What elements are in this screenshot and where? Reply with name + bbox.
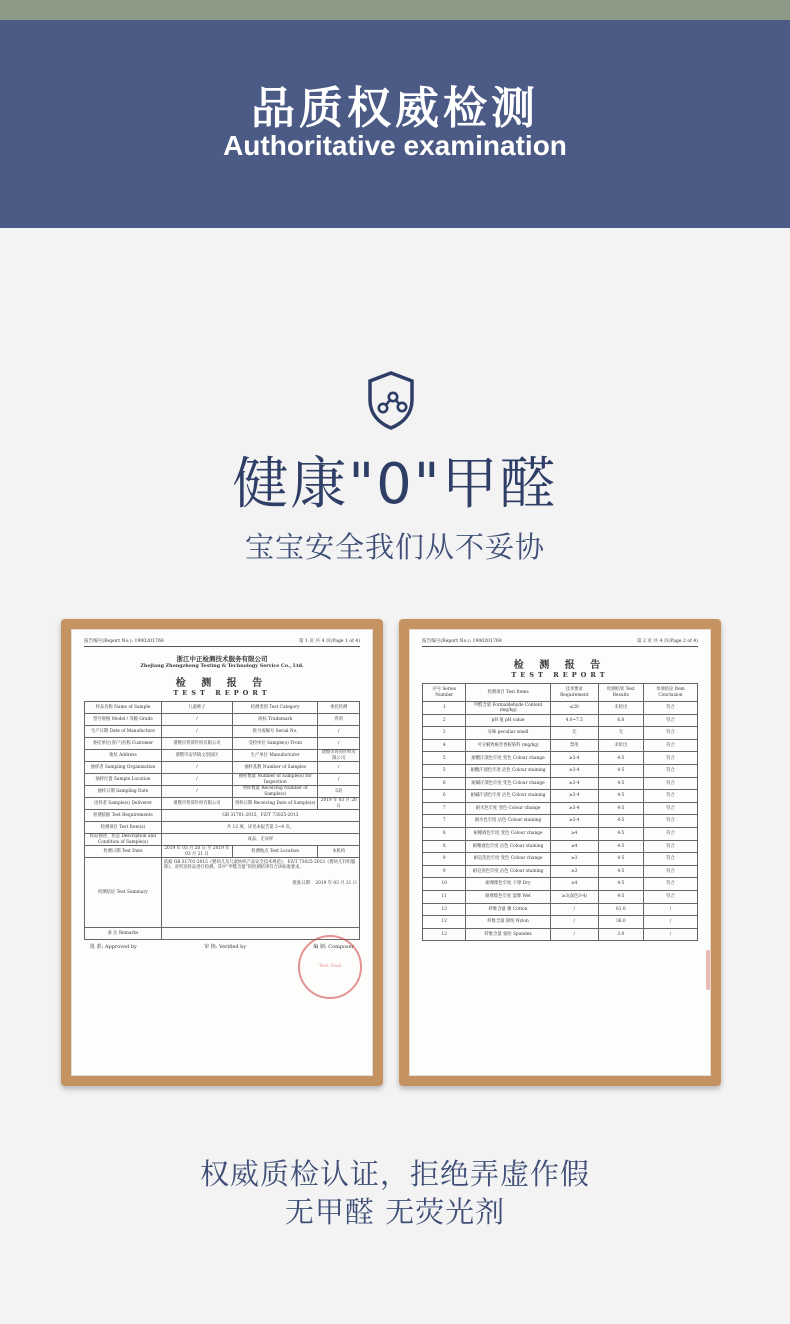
table-cell: 10 (423, 878, 466, 891)
table-header-cell: 单项结论 Item Conclusion (643, 684, 697, 702)
table-cell: 未检出 (598, 702, 643, 715)
table-cell: 抽样者 Sampling Organization (85, 762, 162, 774)
table-cell: 儿童裤子 (161, 702, 232, 714)
table-cell: 符合 (643, 752, 697, 765)
table-row (423, 702, 698, 715)
table-cell: 符合 (643, 764, 697, 777)
page-number: 第 2 页 共 4 页(Page 2 of 4) (636, 639, 698, 644)
table-cell: / (161, 714, 232, 726)
table-cell: 2019 年 03 月 20 日 至 2019 年 03 月 21 日 (161, 846, 232, 858)
table-cell: 地址 Address (85, 750, 162, 762)
table-row (423, 739, 698, 752)
table-row (85, 774, 360, 786)
table-cell: 1 (423, 702, 466, 715)
table-row (423, 890, 698, 903)
seal-edge-mark (706, 950, 711, 990)
table-cell: 禁用 (550, 739, 598, 752)
table-cell: 成品、无异样 (161, 834, 359, 846)
table-row (85, 750, 360, 762)
table-row (423, 827, 698, 840)
table-cell: 4-5 (598, 853, 643, 866)
table-cell: 符合 (643, 727, 697, 740)
table-row (423, 790, 698, 803)
table-cell: 样品描述、状态 Description and Condition of Sample(s) (85, 834, 162, 846)
table-cell: ≥3-4 (550, 764, 598, 777)
table-cell: 8 (423, 827, 466, 840)
table-cell: 检测日期 Test Date (85, 846, 162, 858)
table-row (85, 798, 360, 810)
table-cell: 4-5 (598, 827, 643, 840)
footer-line-2: 无甲醛 无荧光剂 (284, 1195, 506, 1229)
table-cell: 检测项目 Test Item(s) (85, 822, 162, 834)
approved-by: 批 准: Approved by (90, 944, 137, 950)
table-cell: 6 (423, 777, 466, 790)
table-cell: ≥3 (550, 853, 598, 866)
table-cell: 可分解致癌芳香胺染料 (mg/kg) (466, 739, 550, 752)
table-cell: 2 (423, 714, 466, 727)
table-cell: 61.0 (598, 903, 643, 916)
report-number: 报告编号(Report No.): 1900201768 (84, 639, 164, 644)
table-cell: 耐酸汗渍色牢度 沾色 Colour staining (466, 764, 550, 777)
table-cell: 符合 (643, 802, 697, 815)
table-cell: ≥3-4 (550, 802, 598, 815)
table-cell: 共 12 项，详见本报告第 2~4 页。 (161, 822, 359, 834)
table-cell: 7 (423, 802, 466, 815)
table-row (85, 858, 360, 928)
table-cell: 7 (423, 815, 466, 828)
issue-date: 批准日期： 2019 年 03 月 21 日 (292, 881, 357, 887)
table-row (423, 928, 698, 941)
table-cell: ≥4 (550, 827, 598, 840)
table-cell: 耐皂洗色牢度 沾色 Colour staining (466, 865, 550, 878)
table-cell: 符合 (643, 865, 697, 878)
table-cell: 委托检测 (318, 702, 360, 714)
table-cell: 耐水色牢度 变色 Colour change (466, 802, 550, 815)
table-header-cell: 检测结果 Test Results (598, 684, 643, 702)
summary-text: 依据 GB 31701-2015《婴幼儿及儿童纺织产品安全技术规范》、FZ/T 73025-2013《婴幼儿针织服饰》，对所送样品进行检测。其中“甲醛含量”的检测结果符合该标准要求。 (163, 860, 356, 871)
table-cell: 符合 (643, 790, 697, 803)
table-row (423, 878, 698, 891)
table-cell: 生产单位 Manufacturer (232, 750, 317, 762)
table-cell: 抽样日期 Sampling Date (85, 786, 162, 798)
table-cell: 符合 (643, 815, 697, 828)
company-name-en: Zhejiang Zhongzheng Testing & Technology Service Co., Ltd. (140, 663, 304, 669)
table-cell: 诸暨市背荷针织有限公司 (161, 798, 232, 810)
table-cell: ≥4 (550, 840, 598, 853)
report-info-table (84, 701, 360, 940)
table-cell: ≥3-4 (550, 752, 598, 765)
table-cell: ≤20 (550, 702, 598, 715)
table-cell: / (550, 903, 598, 916)
report-header-line (422, 638, 698, 647)
table-row (423, 714, 698, 727)
table-cell: 耐皂洗色牢度 变色 Colour change (466, 853, 550, 866)
page-number: 第 1 页 共 4 页(Page 1 of 4) (298, 639, 360, 644)
table-cell (161, 858, 359, 928)
table-cell: 耐水色牢度 沾色 Colour staining (466, 815, 550, 828)
table-cell: / (318, 738, 360, 750)
table-row (85, 846, 360, 858)
header-banner (0, 20, 790, 228)
table-cell: 耐碱汗渍色牢度 变色 Colour change (466, 777, 550, 790)
table-cell: 到样日期 Receiving Date of Sample(s) (232, 798, 317, 810)
table-cell: 检测依据 Test Requirements (85, 810, 162, 822)
table-cell: 4 (423, 739, 466, 752)
table-header-cell: 序号 Series Number (423, 684, 466, 702)
table-row (85, 726, 360, 738)
table-cell: ≥3-4 (550, 777, 598, 790)
table-cell: 12 (423, 928, 466, 941)
company-name-cn: 浙江中正检测技术服务有限公司 (176, 655, 268, 663)
table-cell: 耐酸汗渍色牢度 变色 Colour change (466, 752, 550, 765)
table-cell: 符合 (643, 827, 697, 840)
report-title-en: TEST REPORT (511, 671, 609, 679)
table-cell: 背荷 (318, 714, 360, 726)
table-cell: 4-5 (598, 890, 643, 903)
table-row (85, 714, 360, 726)
table-cell: 36.0 (598, 916, 643, 929)
table-cell: 12 (423, 903, 466, 916)
table-cell: 8 (423, 840, 466, 853)
table-row (85, 786, 360, 798)
table-cell: 符合 (643, 739, 697, 752)
table-cell: 符合 (643, 890, 697, 903)
table-cell: 抽样位置 Sample Location (85, 774, 162, 786)
table-cell: 耐唾液色牢度 变色 Colour change (466, 827, 550, 840)
table-row (85, 834, 360, 846)
table-cell: ≥3-4 (550, 790, 598, 803)
table-cell: 符合 (643, 702, 697, 715)
report-title-en: TEST REPORT (173, 689, 271, 697)
header-subtitle: Authoritative examination (223, 130, 567, 161)
table-cell: 纤维含量 棉 Cotton (466, 903, 550, 916)
table-cell: / (318, 726, 360, 738)
shield-molecule-icon (366, 370, 416, 430)
table-row (85, 810, 360, 822)
table-cell: / (161, 762, 232, 774)
table-cell: 3.0 (598, 928, 643, 941)
table-cell: 纤维含量 氨纶 Spandex (466, 928, 550, 941)
table-cell: / (550, 916, 598, 929)
table-cell: 5 (423, 764, 466, 777)
table-cell: 未检出 (598, 739, 643, 752)
table-row (85, 702, 360, 714)
table-row (423, 802, 698, 815)
table-cell: / (643, 916, 697, 929)
table-cell: 4-5 (598, 878, 643, 891)
table-row (423, 840, 698, 853)
table-cell: 无 (550, 727, 598, 740)
table-cell: 送样者 Sample(s) Deliverer (85, 798, 162, 810)
table-cell: 11 (423, 890, 466, 903)
table-cell: ≥4 (550, 878, 598, 891)
table-cell: 无 (598, 727, 643, 740)
table-cell: 型号规格 Model / 等级 Grade (85, 714, 162, 726)
table-cell: 符合 (643, 840, 697, 853)
table-row (423, 853, 698, 866)
table-cell: 样品名称 Name of Sample (85, 702, 162, 714)
report-header-line (84, 638, 360, 647)
footer-line-1: 权威质检认证，拒绝弄虚作假 (199, 1157, 590, 1191)
table-cell: 9 (423, 853, 466, 866)
table-cell: 4-5 (598, 777, 643, 790)
table-row (423, 903, 698, 916)
table-cell: / (161, 786, 232, 798)
report-frame-2 (399, 619, 721, 1086)
table-row (423, 727, 698, 740)
report-frame-1 (61, 619, 383, 1086)
table-cell: 检测结论 Test Summary (85, 858, 162, 928)
table-cell: 4-5 (598, 815, 643, 828)
table-row (85, 738, 360, 750)
table-cell: 受检单位 Sample(s) From (232, 738, 317, 750)
table-header-cell: 技术要求 Requirement (550, 684, 598, 702)
table-cell: 符合 (643, 878, 697, 891)
stamp-text: Test Seal (318, 963, 342, 969)
table-row (423, 752, 698, 765)
table-header-row (423, 684, 698, 702)
table-cell: 耐摩擦色牢度 干摩 Dry (466, 878, 550, 891)
table-cell: 耐唾液色牢度 沾色 Colour staining (466, 840, 550, 853)
table-cell: 4-5 (598, 840, 643, 853)
table-cell: 符合 (643, 714, 697, 727)
table-cell: 5双 (318, 786, 360, 798)
table-cell: 3 (423, 727, 466, 740)
table-cell: 6.8 (598, 714, 643, 727)
table-cell: 委托单位(客户)名称 Customer (85, 738, 162, 750)
table-cell: 商标 Trademark (232, 714, 317, 726)
table-row (423, 865, 698, 878)
report-title-cn: 检 测 报 告 (175, 678, 269, 689)
table-cell: 耐碱汗渍色牢度 沾色 Colour staining (466, 790, 550, 803)
table-row (85, 822, 360, 834)
verified-by: 审 核: Verified by (204, 944, 247, 950)
table-cell: 符合 (643, 853, 697, 866)
table-cell: 4-5 (598, 790, 643, 803)
table-cell: pH 值 pH value (466, 714, 550, 727)
table-cell: / (161, 774, 232, 786)
composer: 编 制: Composer (313, 944, 354, 950)
feature-title: 健康"0"甲醛 (232, 452, 558, 517)
table-cell: ≥3-4 (550, 815, 598, 828)
table-cell: / (318, 774, 360, 786)
table-cell: 抽样数量 Number of Sample(s) for Inspection (232, 774, 317, 786)
table-cell: 耐摩擦色牢度 湿摩 Wet (466, 890, 550, 903)
table-cell: 诸暨市安华镇文创园区 (161, 750, 232, 762)
table-cell: 12 (423, 916, 466, 929)
report-page-2 (409, 629, 711, 1076)
top-decor-strip (0, 0, 790, 20)
table-header-cell: 检测项目 Test Items (466, 684, 550, 702)
table-cell: 4-5 (598, 865, 643, 878)
table-row (423, 777, 698, 790)
table-cell: / (643, 928, 697, 941)
table-cell: 检测类别 Test Category (232, 702, 317, 714)
table-cell: 诸暨市背荷针织有限公司 (161, 738, 232, 750)
table-cell: ≥3(深色3-4) (550, 890, 598, 903)
table-cell: 6 (423, 790, 466, 803)
table-cell: 4-5 (598, 802, 643, 815)
table-cell: 符合 (643, 777, 697, 790)
table-cell: 诸暨市背荷针织有限公司 (318, 750, 360, 762)
table-cell: ≥3 (550, 865, 598, 878)
table-cell: 9 (423, 865, 466, 878)
table-cell: 5 (423, 752, 466, 765)
table-cell: / (643, 903, 697, 916)
feature-subtitle: 宝宝安全我们从不妥协 (244, 530, 545, 564)
table-cell: 检测地点 Test Location (232, 846, 317, 858)
table-cell: 2019 年 03 月 20 日 (318, 798, 360, 810)
table-cell: 甲醛含量 Formaldehyde Content (mg/kg) (466, 702, 550, 715)
table-row (423, 764, 698, 777)
table-cell: GB 31701-2015、FZ/T 73025-2013 (161, 810, 359, 822)
table-cell: / (550, 928, 598, 941)
table-cell: 异味 peculiar smell (466, 727, 550, 740)
table-row (85, 762, 360, 774)
table-cell: 抽样基数 Number of Samples (232, 762, 317, 774)
table-cell: 备 注 Remarks (85, 928, 162, 940)
test-results-table (422, 683, 698, 941)
table-cell: 生产日期 Date of Manufacture (85, 726, 162, 738)
table-cell: 4-5 (598, 752, 643, 765)
table-cell: 4.0~7.5 (550, 714, 598, 727)
test-seal-stamp (298, 935, 362, 999)
table-cell: 批号或编号 Serial No. (232, 726, 317, 738)
table-cell: 4-5 (598, 764, 643, 777)
header-title: 品质权威检测 (251, 83, 539, 134)
table-row (423, 916, 698, 929)
report-title-cn: 检 测 报 告 (513, 660, 607, 671)
report-page-1 (71, 629, 373, 1076)
table-cell: / (161, 726, 232, 738)
table-cell: 本机构 (318, 846, 360, 858)
report-number: 报告编号(Report No.): 1900201768 (422, 639, 502, 644)
table-cell: / (318, 762, 360, 774)
table-cell: 到样数量 Receiving Number of Sample(s) (232, 786, 317, 798)
table-row (423, 815, 698, 828)
table-cell: 纤维含量 锦纶 Nylon (466, 916, 550, 929)
